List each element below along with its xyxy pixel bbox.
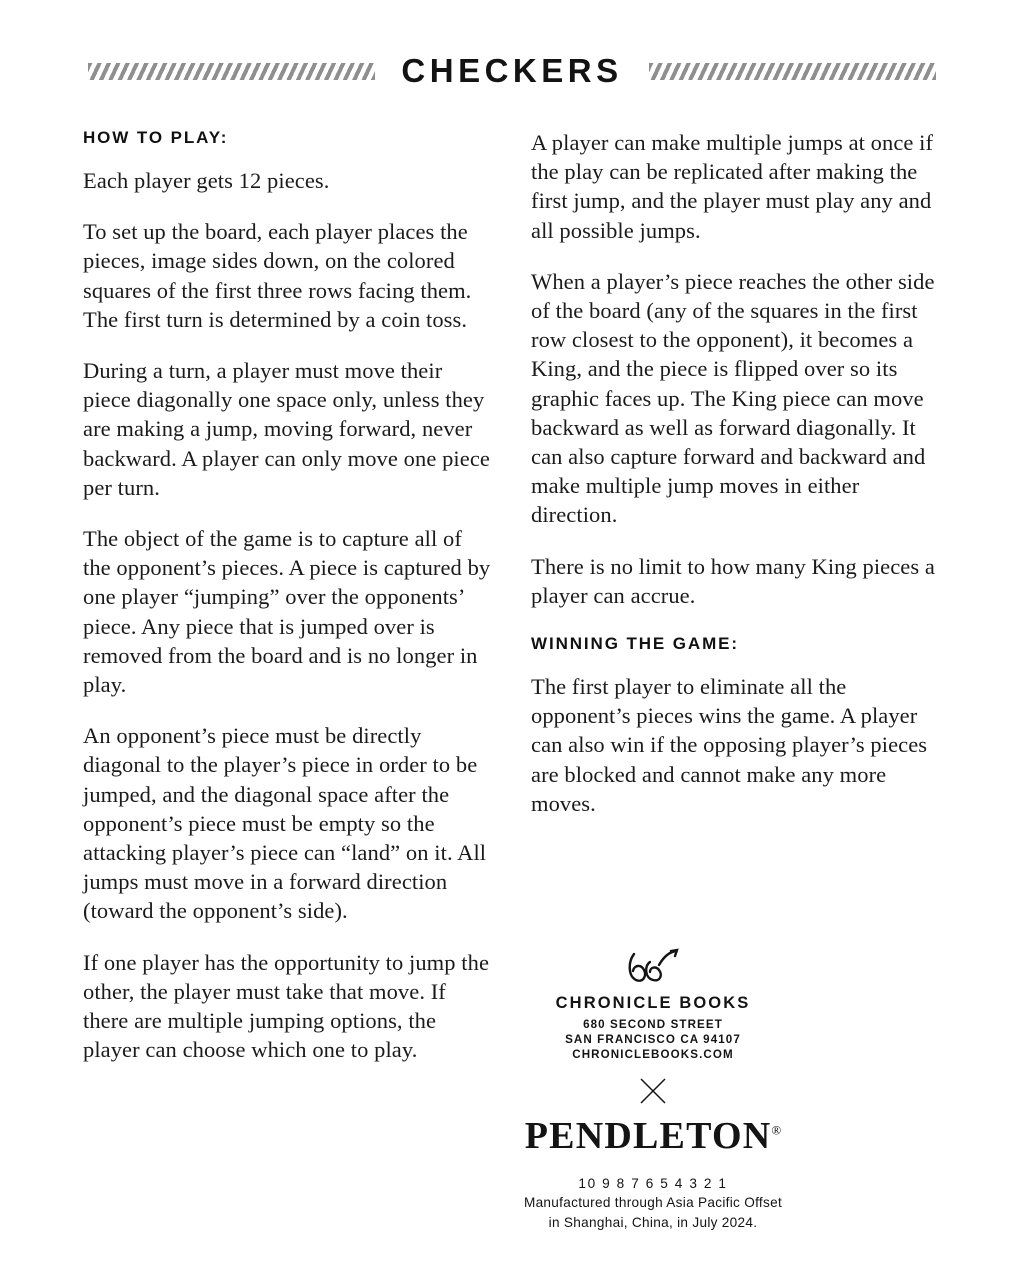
print-run-numbers: 10 9 8 7 6 5 4 3 2 1 [578, 1175, 728, 1191]
paragraph: There is no limit to how many King pieces a player can accrue. [531, 553, 935, 608]
heading-winning-the-game: WINNING THE GAME: [531, 634, 739, 654]
publisher-address-line-2: SAN FRANCISCO CA 94107 [565, 1032, 741, 1046]
paragraph: Each player gets 12 pieces. [83, 168, 330, 193]
left-column [83, 128, 493, 1064]
publisher-address-line-1: 680 SECOND STREET [583, 1017, 723, 1031]
chronicle-glasses-icon [626, 948, 680, 988]
hatched-rule-right [649, 63, 936, 80]
print-run-line [448, 1174, 858, 1233]
paragraph: To set up the board, each player places the pieces, image sides down, on the colored squares of the first three rows facing them. The first turn is determined by a coin toss. [83, 219, 472, 332]
paragraph: If one player has the opportunity to jump the other, the player must take that move. If there are multiple jumping options, the player can choose which one to play. [83, 949, 490, 1063]
brand-wordmark [525, 1114, 781, 1158]
publisher-name: CHRONICLE BOOKS [555, 993, 751, 1012]
manufacture-line-1: Manufactured through Asia Pacific Offset [523, 1195, 783, 1210]
hatched-rule-left [88, 63, 375, 80]
paragraph: A player can make multiple jumps at once if the play can be replicated after making the first jump, and the player must play any and all possible jumps. [531, 130, 934, 243]
x-cross-icon [638, 1076, 668, 1106]
manufacture-line-2: in Shanghai, China, in July 2024. [548, 1214, 758, 1230]
paragraph: During a turn, a player must move their piece diagonally one space only, unless they are making a jump, moving forward, never backward. A player can only move one piece per turn. [83, 358, 490, 500]
paragraph: An opponent’s piece must be directly diagonal to the player’s piece in order to be jumped, and the diagonal space after the opponent’s piece must be empty so the attacking player’s piece can “land” on it. All jumps must move in a forward direction (toward the opponent’s side). [83, 723, 487, 924]
brand-trademark: ® [771, 1121, 782, 1137]
page-header [88, 48, 936, 94]
publisher-website: CHRONICLEBOOKS.COM [572, 1047, 734, 1061]
page-title: CHECKERS [401, 52, 623, 89]
colophon [448, 948, 858, 1233]
brand-name: PENDLETON [524, 1114, 772, 1157]
paragraph: The object of the game is to capture all of the opponent’s pieces. A piece is captured by one player “jumping” over the opponents’ piece. Any piece that is jumped over is removed from the board and is no longer in play. [83, 526, 491, 698]
heading-how-to-play: HOW TO PLAY: [83, 128, 229, 147]
paragraph: The first player to eliminate all the opponent’s pieces wins the game. A player can also win if the opposing player’s pieces are blocked and cannot make any more moves. [531, 674, 928, 816]
paragraph: When a player’s piece reaches the other side of the board (any of the squares in the first row closest to the opponent), it becomes a King, and the piece is flipped over so its graphic faces up. The King piece can move backward as well as forward diagonally. It can also capture forward and backward and make multiple jump moves in either direction. [531, 268, 935, 528]
right-column [531, 128, 941, 818]
